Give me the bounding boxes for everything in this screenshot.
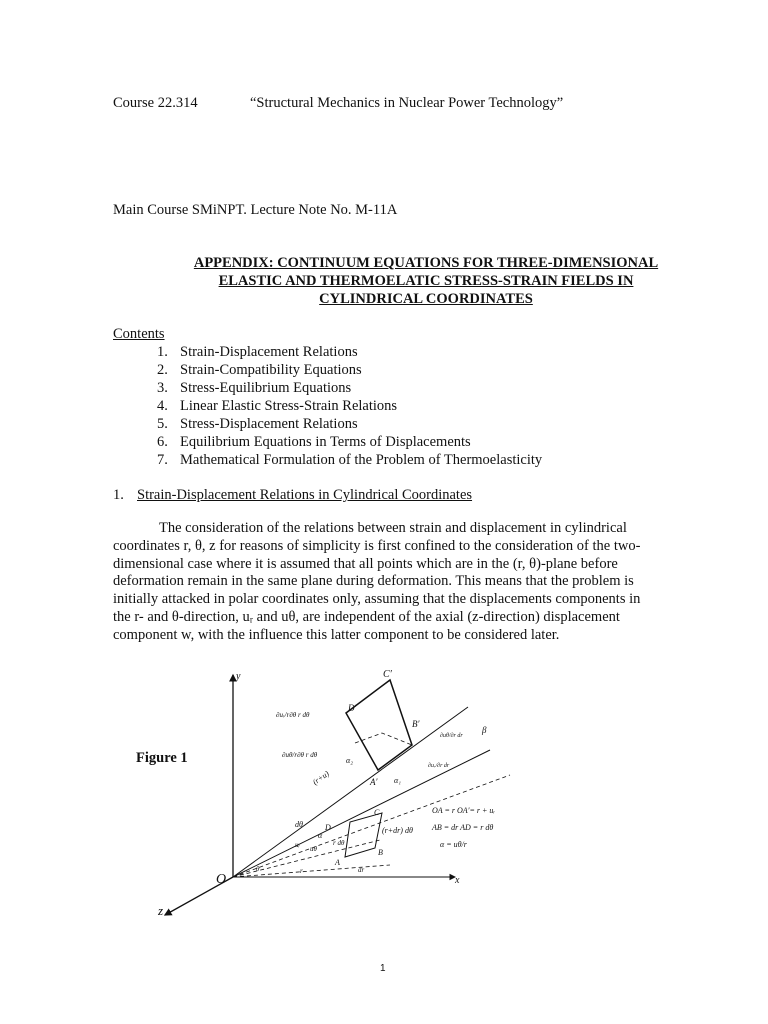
label-theta: θ xyxy=(256,865,260,873)
body-paragraph: The consideration of the relations between strain and displacement in cylindrical coordinates r, θ, z for reasons of simplicity is first confined to the consideration of the two-dimensional case where it is assumed that all points which are in the (r, θ)-plane before deformation remain in the same plane during deformation. This means that the problem is initially attacked in polar coordinates only, assuming that the displacements components in the r- and θ-direction, uᵣ and uθ, are independent of the axial (z-direction) displacement component w, with the influence this latter component to be considered later. xyxy=(113,520,641,643)
toc-item xyxy=(157,397,542,415)
section-title: Strain-Displacement Relations in Cylindrical Coordinates xyxy=(137,487,473,503)
toc-number: 1. xyxy=(157,344,168,360)
figure-label: Figure 1 xyxy=(136,750,188,766)
z-label: z xyxy=(158,903,164,918)
course-title: “Structural Mechanics in Nuclear Power Technology” xyxy=(250,95,564,111)
toc-item xyxy=(157,451,542,469)
label-d-prime: D′ xyxy=(348,703,357,713)
label-dur-rdtheta: ∂uᵣ/r∂θ r dθ xyxy=(276,711,310,719)
figure-equation: AB = dr AD = r dθ xyxy=(432,823,494,832)
section-number: 1. xyxy=(113,487,124,503)
figure-equation: OA = r OA′= r + uᵣ xyxy=(432,806,496,815)
label-a-prime: A′ xyxy=(370,777,378,787)
label-r-dr-dtheta: (r+dr) dθ xyxy=(382,826,413,835)
toc-item xyxy=(157,415,542,433)
course-header xyxy=(113,94,563,112)
label-r: r xyxy=(300,867,303,875)
label-u-r: uᵣ xyxy=(295,841,301,849)
title-line-3: CYLINDRICAL COORDINATES xyxy=(319,291,533,307)
label-d: D xyxy=(325,823,331,832)
label-u-theta: uθ xyxy=(310,845,317,853)
toc-number: 5. xyxy=(157,416,168,432)
course-code: Course 22.314 xyxy=(113,95,198,111)
label-dtheta: dθ xyxy=(295,820,303,829)
toc-item xyxy=(157,343,542,361)
toc-text: Strain-Displacement Relations xyxy=(180,344,358,360)
label-c: C xyxy=(374,808,380,817)
label-alpha1: α₁ xyxy=(394,776,401,785)
title-line-2: ELASTIC AND THERMOELATIC STRESS-STRAIN FIELDS IN xyxy=(218,273,634,289)
label-dut-rdtheta: ∂uθ/r∂θ r dθ xyxy=(282,751,318,759)
toc-item xyxy=(157,361,542,379)
original-element xyxy=(345,813,382,857)
label-alpha2: α₂ xyxy=(346,756,353,765)
toc-number: 4. xyxy=(157,398,168,414)
radial-line xyxy=(233,707,468,877)
toc-number: 7. xyxy=(157,452,168,468)
document-title xyxy=(113,254,739,308)
toc-text: Stress-Displacement Relations xyxy=(180,416,358,432)
toc-text: Equilibrium Equations in Terms of Displacements xyxy=(180,434,471,450)
label-c-prime: C′ xyxy=(383,669,392,680)
contents-heading: Contents xyxy=(113,326,165,342)
page-number: 1 xyxy=(380,963,386,974)
toc-text: Linear Elastic Stress-Strain Relations xyxy=(180,398,398,414)
toc-number: 6. xyxy=(157,434,168,450)
toc-text: Stress-Equilibrium Equations xyxy=(180,380,352,396)
label-beta: β xyxy=(482,725,487,735)
toc-text: Strain-Compatibility Equations xyxy=(180,362,362,378)
section-heading xyxy=(113,486,472,504)
label-r-plus-u: (r+u) xyxy=(310,769,331,787)
label-dr: dr xyxy=(358,866,365,874)
label-b: B xyxy=(378,848,383,857)
figure-diagram xyxy=(150,665,520,930)
figure-equation: α = uθ/r xyxy=(440,840,467,849)
toc-item xyxy=(157,433,542,451)
toc-text: Mathematical Formulation of the Problem of Thermoelasticity xyxy=(180,452,543,468)
toc-item xyxy=(157,379,542,397)
origin-label: O xyxy=(216,872,227,887)
table-of-contents xyxy=(157,343,542,469)
label-r-dtheta: r dθ xyxy=(333,839,345,847)
label-b-prime: B′ xyxy=(412,719,420,729)
label-dur-dr: ∂uᵣ/∂r dr xyxy=(428,763,450,769)
toc-number: 2. xyxy=(157,362,168,378)
lecture-note-label: Main Course SMiNPT. Lecture Note No. M-11A xyxy=(113,202,398,218)
label-alpha: α xyxy=(318,831,323,840)
y-label: y xyxy=(236,671,241,682)
label-a: A xyxy=(335,858,340,867)
deformed-element xyxy=(346,680,412,770)
toc-number: 3. xyxy=(157,380,168,396)
x-label: x xyxy=(455,875,460,886)
title-line-1: APPENDIX: CONTINUUM EQUATIONS FOR THREE-DIMENSIONAL xyxy=(193,255,659,271)
label-dut-dr: ∂uθ/∂r dr xyxy=(440,733,463,739)
